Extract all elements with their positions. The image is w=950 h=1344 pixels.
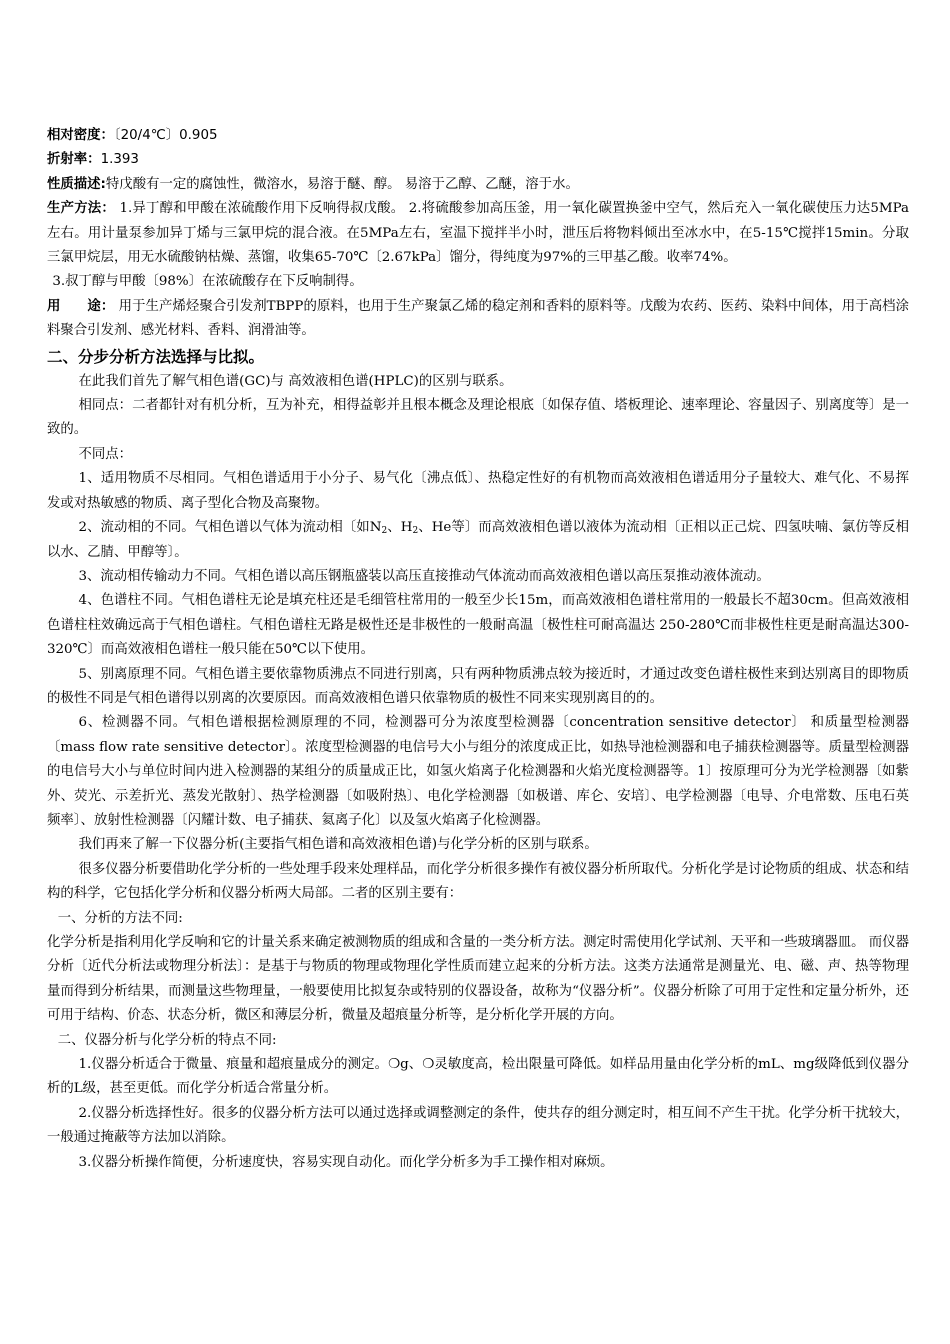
section-heading: 二、分步分析方法选择与比拟。 bbox=[47, 347, 265, 366]
many-instruments-paragraph: 很多仪器分析要借助化学分析的一些处理手段来处理样品，而化学分析很多操作有被仪器分析所取代。分析化学是讨论物质的组成、状态和结构的科学，它包括化学分析和仪器分析两大局部。二者的区别主要有： bbox=[47, 861, 909, 902]
feature-2: 2.仪器分析选择性好。很多的仪器分析方法可以通过选择或调整测定的条件，使共存的组分测定时，相互间不产生干扰。化学分析干扰较大，一般通过掩蔽等方法加以消除。 bbox=[47, 1105, 909, 1146]
difference-2-part-c: 、He等〕而高效液相色谱以液体为流动相〔正相以正己烷、四氢呋喃、氯仿等反相以水、乙腈、甲醇等〕。 bbox=[47, 520, 909, 560]
differences-label: 不同点： bbox=[78, 446, 133, 462]
property-label: 性质描述: bbox=[47, 176, 106, 192]
difference-3: 3、流动相传输动力不同。气相色谱以高压钢瓶盛装以高压直接推动气体流动而高效液相色谱以高压泵推动液体流动。 bbox=[78, 568, 770, 584]
difference-2 bbox=[47, 516, 909, 565]
usage-paragraph bbox=[47, 295, 909, 344]
document-body bbox=[47, 124, 909, 1175]
difference-5: 5、别离原理不同。气相色谱主要依靠物质沸点不同进行别离，只有两种物质沸点较为接近时，才通过改变色谱柱极性来到达别离目的即物质的极性不同是气相色谱得以别离的次要原因。而高效液相色谱只依靠物质的极性不同来实现别离目的的。 bbox=[47, 666, 909, 706]
production-label: 生产方法： bbox=[47, 201, 115, 217]
difference-2-part-a: 2、流动相的不同。气相色谱以气体为流动相〔如N bbox=[78, 520, 382, 536]
difference-1: 1、适用物质不尽相同。气相色谱适用于小分子、易气化〔沸点低〕、热稳定性好的有机物而高效液相色谱适用分子量较大、难气化、不易挥发或对热敏感的物质、离子型化合物及高聚物。 bbox=[47, 471, 909, 511]
subscript-2: 2 bbox=[412, 526, 419, 537]
subsection-2-title: 二、仪器分析与化学分析的特点不同: bbox=[57, 1032, 277, 1048]
refractive-line bbox=[47, 148, 909, 172]
refractive-value: 1.393 bbox=[100, 152, 139, 168]
difference-6: 6、检测器不同。气相色谱根据检测原理的不同，检测器可分为浓度型检测器〔concentration sensitive detector〕 和质量型检测器〔mass flow rate sensitive detector〕。浓度型检测器的电信号大小与组分的浓度成正比，如热导池检测器和电子捕获检测器等。质量型检测器的电信号大小与单位时间内进入检测器的某组分的质量成正比，如氢火焰离子化检测器和火焰光度检测器等。1〕按原理可分为光学检测器〔如紫外、荧光、示差折光、蒸发光散射〕、热学检测器〔如吸附热〕、电化学检测器〔如极谱、库仑、安培〕、电学检测器〔电导、介电常数、压电石英频率〕、放射性检测器〔闪耀计数、电子捕获、氦离子化〕以及氢火焰离子化检测器。 bbox=[47, 715, 909, 828]
production-method-3: 3.叔丁醇与甲酸〔98%〕在浓硫酸存在下反响制得。 bbox=[52, 274, 363, 290]
density-label: 相对密度： bbox=[47, 128, 114, 143]
subscript-2: 2 bbox=[381, 526, 388, 537]
property-value: 特戊酸有一定的腐蚀性，微溶水，易溶于醚、醇。 易溶于乙醇、乙醚，溶于水。 bbox=[105, 176, 579, 192]
difference-4: 4、色谱柱不同。气相色谱柱无论是填充柱还是毛细管柱常用的一般至少长15m，而高效液相色谱柱常用的一般最长不超30cm。但高效液相色谱柱柱效确远高于气相色谱柱。气相色谱柱无路是极性还是非极性的一般耐高温〔极性柱可耐高温达 250-280℃而非极性柱更是耐高温达300-320℃〕而高效液相色谱柱一般只能在50℃以下使用。 bbox=[47, 593, 909, 658]
subsection-1-body: 化学分析是指利用化学反响和它的计量关系来确定被测物质的组成和含量的一类分析方法。测定时需使用化学试剂、天平和一些玻璃器皿。 而仪器分析〔近代分析法或物理分析法〕：是基于与物质的物理或物理化学性质而建立起来的分析方法。这类方法通常是测量光、电、磁、声、热等物理量而得到分析结果，而测量这些物理量，一般要使用比拟复杂或特别的仪器设备，故称为“仪器分析”。仪器分析除了可用于定性和定量分析外，还可用于结构、价态、状态分析，微区和薄层分析，微量及超痕量分析等，是分析化学开展的方向。 bbox=[47, 935, 909, 1024]
production-paragraph bbox=[47, 197, 909, 270]
density-value: 〔20/4℃〕0.905 bbox=[113, 128, 218, 143]
property-line bbox=[47, 173, 909, 197]
feature-1: 1.仪器分析适合于微量、痕量和超痕量成分的测定。❍g、❍灵敏度高，检出限量可降低。如样品用量由化学分析的mL、mg级降低到仪器分析的L级，甚至更低。而化学分析适合常量分析。 bbox=[47, 1057, 909, 1097]
subsection-1-title: 一、分析的方法不同: bbox=[57, 910, 183, 926]
density-line bbox=[47, 124, 909, 148]
feature-3: 3.仪器分析操作简便，分析速度快，容易实现自动化。而化学分析多为手工操作相对麻烦。 bbox=[78, 1154, 614, 1170]
intro-2-paragraph: 我们再来了解一下仪器分析(主要指气相色谱和高效液相色谱)与化学分析的区别与联系。 bbox=[78, 837, 598, 853]
usage-label: 用 途： bbox=[47, 298, 115, 314]
intro-paragraph: 在此我们首先了解气相色谱(GC)与 高效液相色谱(HPLC)的区别与联系。 bbox=[78, 373, 513, 389]
usage-value: 用于生产烯烃聚合引发剂TBPP的原料，也用于生产聚氯乙烯的稳定剂和香料的原料等。戊酸为农药、医药、染料中间体，用于高档涂料聚合引发剂、感光材料、香料、润滑油等。 bbox=[47, 298, 910, 339]
difference-2-part-b: 、H bbox=[387, 520, 413, 536]
refractive-label: 折射率： bbox=[47, 152, 101, 168]
production-value: 1.异丁醇和甲酸在浓硫酸作用下反响得叔戊酸。 2.将硫酸参加高压釜，用一氧化碳置换釜中空气，然后充入一氧化碳使压力达5MPa左右。用计量泵参加异丁烯与三氯甲烷的混合液。在5MPa左右，室温下搅拌半小时，泄压后将物料倾出至冰水中，在5-15℃搅拌15min。分取三氯甲烷层，用无水硫酸钠枯燥、蒸馏，收集65-70℃〔2.67kPa〕馏分，得纯度为97%的三甲基乙酸。收率74%。 bbox=[47, 201, 910, 266]
same-points-paragraph: 相同点：二者都针对有机分析，互为补充，相得益彰并且根本概念及理论根底〔如保存值、塔板理论、速率理论、容量因子、别离度等〕是一致的。 bbox=[47, 398, 909, 438]
